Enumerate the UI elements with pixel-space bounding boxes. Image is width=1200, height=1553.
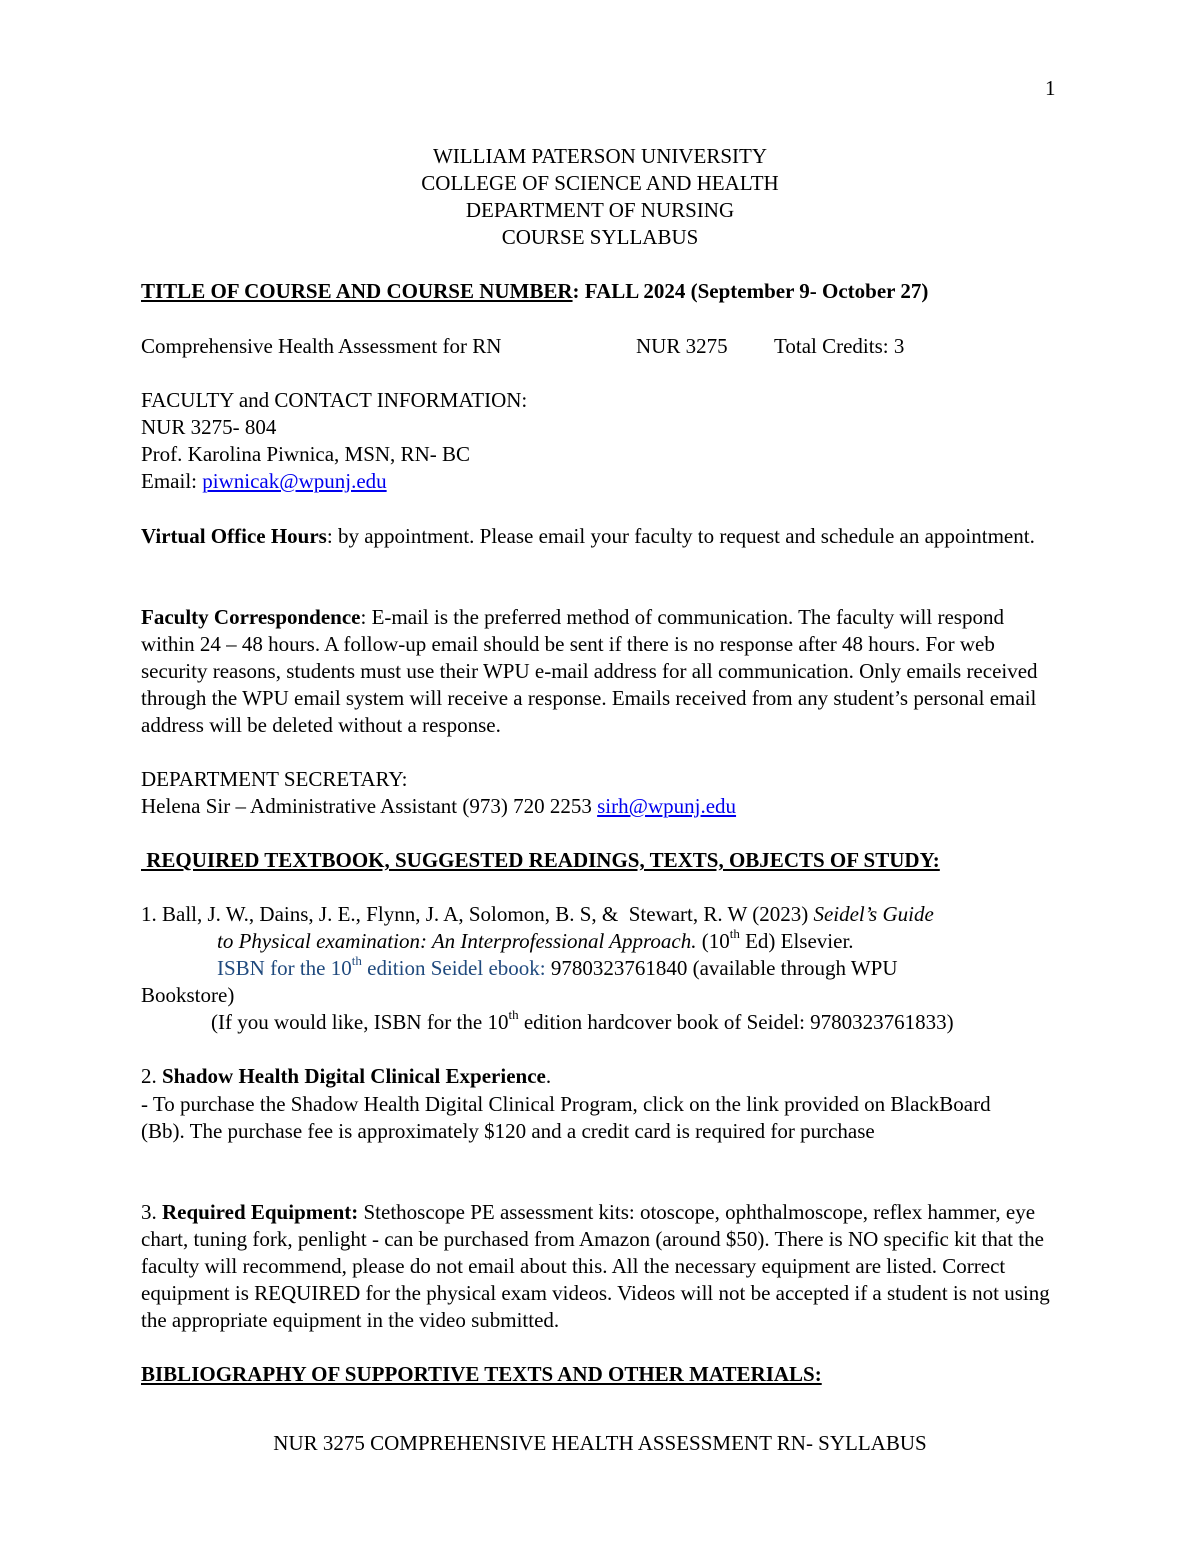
isbn-sup-th: th <box>351 953 362 968</box>
department-name: DEPARTMENT OF NURSING <box>465 198 735 222</box>
hardcover-sup-th: th <box>508 1007 519 1022</box>
document-type: COURSE SYLLABUS <box>501 225 699 249</box>
correspondence-label: Faculty Correspondence <box>141 605 361 629</box>
isbn-hardcover-line <box>211 1007 954 1035</box>
faculty-section: NUR 3275- 804 <box>141 415 277 439</box>
item2-label: Shadow Health Digital Clinical Experience <box>162 1064 546 1088</box>
item-3 <box>141 1199 1066 1334</box>
isbn-label-post: edition Seidel ebook: <box>361 956 551 980</box>
isbn-ebook-line <box>217 953 898 981</box>
college-name: COLLEGE OF SCIENCE AND HEALTH <box>421 171 779 195</box>
isbn-ebook-number: 9780323761840 (available through WPU <box>550 956 898 980</box>
faculty-name: Prof. Karolina Piwnica, MSN, RN- BC <box>141 442 470 466</box>
isbn-ebook-cont: Bookstore) <box>141 983 235 1007</box>
course-title-label: TITLE OF COURSE AND COURSE NUMBER <box>141 279 573 303</box>
hardcover-post: edition hardcover book of Seidel: 9780323761833) <box>518 1010 954 1034</box>
course-title-colon: : <box>572 279 580 303</box>
faculty-email-link[interactable]: piwnicak@wpunj.edu <box>202 469 387 493</box>
course-number: NUR 3275 <box>636 334 728 358</box>
secretary-contact: Helena Sir – Administrative Assistant (973) 720 2253 <box>141 794 598 818</box>
office-hours-label: Virtual Office Hours <box>141 524 327 548</box>
page-footer: NUR 3275 COMPREHENSIVE HEALTH ASSESSMENT RN- SYLLABUS <box>273 1431 927 1455</box>
course-title-heading <box>141 279 928 304</box>
item1-edition-post: Ed) Elsevier. <box>739 929 854 953</box>
isbn-label-pre: ISBN for the 10 <box>217 956 352 980</box>
correspondence-text: : E-mail is the preferred method of communication. The faculty will respond within 24 – 48 hours. A follow-up email should be sent if there is no response after 48 hours. For web security reasons, students must use their WPU e-mail address for all communication. Only emails received through the WPU email system will receive a response. Emails received from any student’s personal email address will be deleted without a response. <box>141 605 1038 737</box>
course-name: Comprehensive Health Assessment for RN <box>141 334 502 358</box>
item2-period: . <box>545 1064 552 1088</box>
faculty-heading: FACULTY and CONTACT INFORMATION: <box>141 388 528 412</box>
secretary-email-link[interactable]: sirh@wpunj.edu <box>597 794 737 818</box>
secretary-heading: DEPARTMENT SECRETARY: <box>141 767 408 791</box>
faculty-email-line <box>141 469 387 494</box>
item1-sup-th: th <box>729 926 740 941</box>
university-name: WILLIAM PATERSON UNIVERSITY <box>432 144 768 168</box>
item3-number: 3. <box>141 1200 162 1224</box>
item3-label: Required Equipment: <box>162 1200 359 1224</box>
office-hours-text: : by appointment. Please email your faculty to request and schedule an appointment. <box>326 524 1035 548</box>
course-credits: Total Credits: 3 <box>774 334 905 358</box>
item2-number: 2. <box>141 1064 162 1088</box>
item3-text: Stethoscope PE assessment kits: otoscope, ophthalmoscope, reflex hammer, eye chart, tuning fork, penlight - can be purchased from Amazon (around $50). There is NO specific kit that the faculty will recommend, please do not email about this. All the necessary equipment are listed. Correct equipment is REQUIRED for the physical exam videos. Videos will not be accepted if a student is not using the appropriate equipment in the video submitted. <box>141 1200 1050 1332</box>
item1-title-b: to Physical examination: An Interprofessional Approach. <box>217 929 697 953</box>
item-2-text: - To purchase the Shadow Health Digital Clinical Program, click on the link provided on BlackBoard (Bb). The purchase fee is approximately $120 and a credit card is required for purchase <box>141 1092 991 1143</box>
secretary-line <box>141 794 736 819</box>
item1-authors: 1. Ball, J. W., Dains, J. E., Flynn, J. A, Solomon, B. S, & Stewart, R. W (2023) <box>141 902 814 926</box>
textbook-heading: REQUIRED TEXTBOOK, SUGGESTED READINGS, TEXTS, OBJECTS OF STUDY: <box>141 848 940 872</box>
faculty-correspondence <box>141 604 1041 739</box>
faculty-email-label: Email: <box>141 469 203 493</box>
course-term: FALL 2024 (September 9- October 27) <box>579 279 929 303</box>
office-hours <box>141 523 1071 550</box>
bibliography-heading: BIBLIOGRAPHY OF SUPPORTIVE TEXTS AND OTHER MATERIALS: <box>141 1362 822 1386</box>
item-2-heading <box>141 1064 551 1089</box>
textbook-item-1 <box>141 902 934 927</box>
item1-edition-pre: (10 <box>696 929 730 953</box>
textbook-item-1-cont <box>217 926 854 954</box>
hardcover-pre: (If you would like, ISBN for the 10 <box>211 1010 509 1034</box>
item1-title-a: Seidel’s Guide <box>813 902 934 926</box>
page-number: 1 <box>1045 76 1056 100</box>
